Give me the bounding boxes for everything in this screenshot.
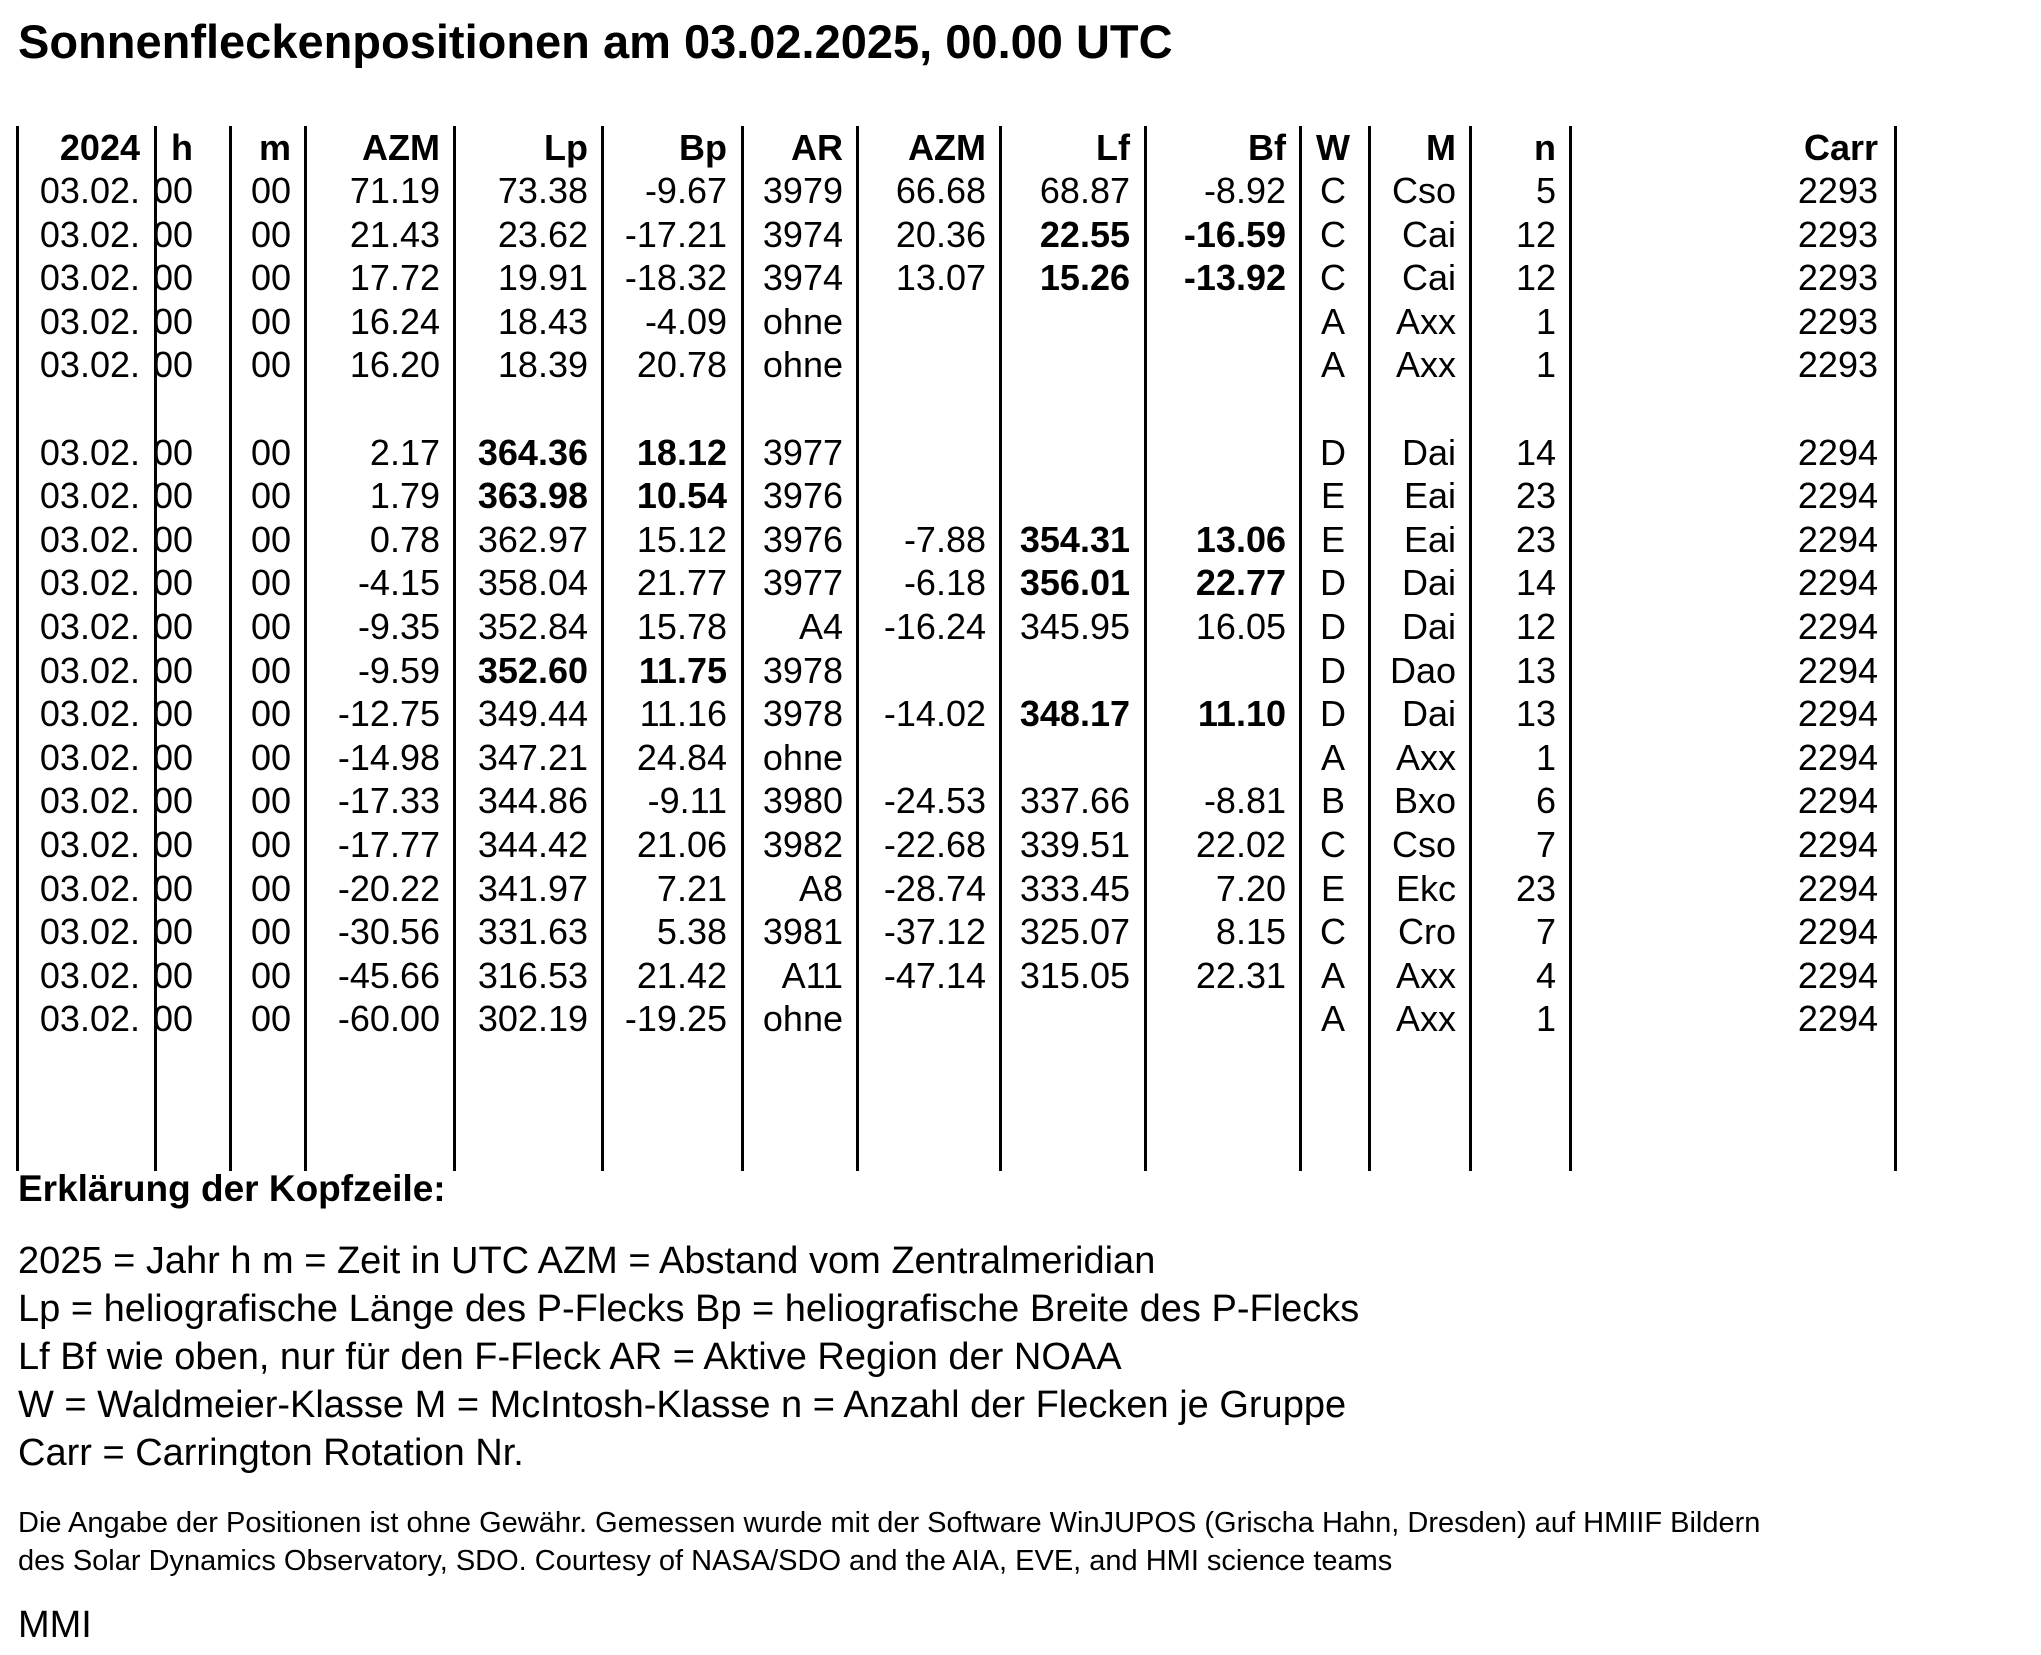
cell-mcintosh: Axx <box>1395 344 1456 386</box>
cell-ar: ohne <box>762 344 843 386</box>
cell-mcintosh: Dai <box>1401 562 1456 604</box>
legend-line: 2025 = Jahr h m = Zeit in UTC AZM = Abstand vom Zentralmeridian <box>18 1240 1156 1282</box>
cell-lp: 331.63 <box>477 911 588 953</box>
cell-lf: 333.45 <box>1019 867 1130 909</box>
cell-bf: Bf <box>1248 127 1286 168</box>
cell-carrington: 2294 <box>1797 475 1878 517</box>
cell-ar: A4 <box>798 606 843 647</box>
cell-bp: 15.12 <box>636 518 727 560</box>
cell-bp: 15.78 <box>636 606 727 647</box>
cell-azm-p: 0.78 <box>369 518 440 560</box>
cell-date: 03.02. <box>39 257 140 299</box>
cell-minute: 00 <box>250 780 291 822</box>
cell-count: 5 <box>1535 170 1556 211</box>
cell-azm-p: 16.20 <box>349 344 440 386</box>
cell-date: 03.02. <box>39 475 140 517</box>
cell-waldmeier: E <box>1320 518 1345 560</box>
cell-minute: 00 <box>250 475 291 517</box>
cell-date: 03.02. <box>39 170 140 211</box>
cell-azm-f: -6.18 <box>903 562 986 604</box>
cell-bp: Bp <box>679 127 727 168</box>
cell-azm-p: -12.75 <box>337 693 440 735</box>
cell-hour: 00 <box>152 606 193 647</box>
cell-waldmeier: A <box>1320 344 1345 386</box>
cell-mcintosh: Axx <box>1395 300 1456 342</box>
cell-mcintosh: Cso <box>1391 170 1456 211</box>
cell-lp: 363.98 <box>477 475 588 517</box>
cell-count: 1 <box>1535 300 1556 342</box>
cell-carrington: 2293 <box>1797 170 1878 211</box>
cell-count: 14 <box>1515 431 1556 473</box>
cell-azm-f: -22.68 <box>883 824 986 865</box>
cell-count: 7 <box>1535 911 1556 953</box>
cell-bp: 10.54 <box>636 475 727 517</box>
cell-azm-f: -14.02 <box>883 693 986 735</box>
legend-line: Carr = Carrington Rotation Nr. <box>18 1432 524 1474</box>
cell-hour: 00 <box>152 431 193 473</box>
cell-carrington: 2293 <box>1797 344 1878 386</box>
cell-ar: 3974 <box>762 257 843 299</box>
cell-mcintosh: Dai <box>1401 606 1456 647</box>
cell-bf: 8.15 <box>1215 911 1286 953</box>
cell-mcintosh: Cai <box>1401 257 1456 299</box>
table-row <box>16 649 1908 692</box>
cell-mcintosh: Ekc <box>1395 867 1456 909</box>
cell-azm-p: -20.22 <box>337 867 440 909</box>
cell-mcintosh: Cro <box>1397 911 1456 953</box>
table-row <box>16 300 1908 343</box>
cell-mcintosh: Cai <box>1401 213 1456 255</box>
cell-minute: 00 <box>250 736 291 778</box>
cell-count: 12 <box>1515 257 1556 299</box>
cell-date: 03.02. <box>39 954 140 996</box>
cell-lf: 315.05 <box>1019 954 1130 996</box>
cell-waldmeier: D <box>1320 649 1346 691</box>
cell-carrington: 2294 <box>1797 693 1878 735</box>
cell-minute: 00 <box>250 954 291 996</box>
cell-mcintosh: Dao <box>1389 649 1456 691</box>
cell-carrington: 2294 <box>1797 606 1878 647</box>
disclaimer-line: Die Angabe der Positionen ist ohne Gewähr. Gemessen wurde mit der Software WinJUPOS (Grischa Hahn, Dresden) auf HMIIF Bildern <box>18 1507 1761 1539</box>
table-row <box>16 213 1908 256</box>
cell-azm-f: -24.53 <box>883 780 986 822</box>
cell-lf: 339.51 <box>1019 824 1130 865</box>
cell-waldmeier: A <box>1320 998 1345 1040</box>
cell-lp: 302.19 <box>477 998 588 1040</box>
table-row <box>16 343 1908 386</box>
cell-minute: 00 <box>250 693 291 735</box>
cell-azm-p: -4.15 <box>357 562 440 604</box>
cell-date: 03.02. <box>39 431 140 473</box>
cell-ar: A11 <box>781 954 843 996</box>
cell-azm-f: 20.36 <box>895 213 986 255</box>
cell-hour: 00 <box>152 518 193 560</box>
cell-hour: 00 <box>152 300 193 342</box>
cell-azm-p: -45.66 <box>337 954 440 996</box>
cell-waldmeier: E <box>1320 475 1345 517</box>
cell-lf: 15.26 <box>1039 257 1130 299</box>
cell-hour: 00 <box>152 257 193 299</box>
cell-minute: 00 <box>250 300 291 342</box>
cell-hour: 00 <box>152 649 193 691</box>
cell-azm-p: -9.35 <box>357 606 440 647</box>
cell-mcintosh: M <box>1426 127 1456 168</box>
cell-azm-p: 17.72 <box>349 257 440 299</box>
table-row <box>16 867 1908 910</box>
cell-minute: m <box>258 127 291 168</box>
cell-count: 1 <box>1535 736 1556 778</box>
cell-date: 03.02. <box>39 606 140 647</box>
cell-count: 13 <box>1515 649 1556 691</box>
cell-lp: 73.38 <box>497 170 588 211</box>
cell-date: 03.02. <box>39 780 140 822</box>
cell-azm-p: -17.33 <box>337 780 440 822</box>
cell-waldmeier: D <box>1320 562 1346 604</box>
cell-ar: 3981 <box>762 911 843 953</box>
legend-heading: Erklärung der Kopfzeile: <box>18 1168 446 1209</box>
cell-lp: 349.44 <box>477 693 588 735</box>
cell-count: 13 <box>1515 693 1556 735</box>
cell-minute: 00 <box>250 911 291 953</box>
cell-minute: 00 <box>250 518 291 560</box>
cell-azm-f: -16.24 <box>883 606 986 647</box>
cell-hour: 00 <box>152 475 193 517</box>
cell-azm-p: 71.19 <box>349 170 440 211</box>
cell-count: 23 <box>1515 475 1556 517</box>
cell-minute: 00 <box>250 170 291 211</box>
cell-date: 03.02. <box>39 300 140 342</box>
cell-lf: 354.31 <box>1019 518 1130 560</box>
cell-ar: ohne <box>762 736 843 778</box>
author-initials: MMI <box>18 1604 92 1646</box>
cell-minute: 00 <box>250 431 291 473</box>
cell-hour: 00 <box>152 780 193 822</box>
cell-azm-p: -30.56 <box>337 911 440 953</box>
cell-carrington: 2294 <box>1797 824 1878 865</box>
legend-line: W = Waldmeier-Klasse M = McIntosh-Klasse n = Anzahl der Flecken je Gruppe <box>18 1384 1347 1426</box>
cell-count: 23 <box>1515 518 1556 560</box>
cell-azm-p: 21.43 <box>349 213 440 255</box>
table-row <box>16 736 1908 779</box>
cell-ar: 3976 <box>762 518 843 560</box>
cell-lp: 18.43 <box>497 300 588 342</box>
cell-carrington: 2294 <box>1797 562 1878 604</box>
cell-bf: -8.81 <box>1203 780 1286 822</box>
cell-bp: 11.16 <box>639 693 727 735</box>
cell-carrington: 2294 <box>1797 911 1878 953</box>
cell-ar: AR <box>791 127 843 168</box>
cell-hour: 00 <box>152 911 193 953</box>
cell-bp: 20.78 <box>636 344 727 386</box>
cell-bp: 21.06 <box>636 824 727 865</box>
cell-carrington: 2294 <box>1797 736 1878 778</box>
cell-ar: 3974 <box>762 213 843 255</box>
table-row <box>16 692 1908 735</box>
cell-bp: -9.11 <box>647 780 727 822</box>
cell-count: 4 <box>1535 954 1556 996</box>
cell-azm-f: 13.07 <box>895 257 986 299</box>
cell-waldmeier: D <box>1320 606 1346 647</box>
cell-minute: 00 <box>250 824 291 865</box>
cell-mcintosh: Eai <box>1403 475 1456 517</box>
legend-line: Lp = heliografische Länge des P-Flecks Bp = heliografische Breite des P-Flecks <box>18 1288 1360 1330</box>
cell-lp: 18.39 <box>497 344 588 386</box>
cell-minute: 00 <box>250 649 291 691</box>
cell-azm-f: -7.88 <box>903 518 986 560</box>
cell-lp: 316.53 <box>477 954 588 996</box>
cell-ar: 3977 <box>762 431 843 473</box>
cell-bp: -9.67 <box>644 170 727 211</box>
cell-hour: 00 <box>152 170 193 211</box>
cell-lp: 341.97 <box>477 867 588 909</box>
cell-date: 2024 <box>59 127 140 168</box>
cell-bp: 18.12 <box>636 431 727 473</box>
cell-ar: 3980 <box>762 780 843 822</box>
cell-date: 03.02. <box>39 518 140 560</box>
cell-carrington: 2294 <box>1797 431 1878 473</box>
legend-line: Lf Bf wie oben, nur für den F-Fleck AR = Aktive Region der NOAA <box>18 1336 1122 1378</box>
cell-date: 03.02. <box>39 693 140 735</box>
cell-waldmeier: C <box>1320 170 1346 211</box>
cell-waldmeier: C <box>1320 257 1346 299</box>
cell-bf: 22.31 <box>1195 954 1286 996</box>
cell-waldmeier: W <box>1316 127 1350 168</box>
cell-count: 6 <box>1535 780 1556 822</box>
cell-waldmeier: A <box>1320 300 1345 342</box>
cell-minute: 00 <box>250 606 291 647</box>
cell-minute: 00 <box>250 344 291 386</box>
disclaimer-line: des Solar Dynamics Observatory, SDO. Courtesy of NASA/SDO and the AIA, EVE, and HMI science teams <box>18 1545 1393 1577</box>
cell-lf: 356.01 <box>1019 562 1130 604</box>
cell-azm-p: -60.00 <box>337 998 440 1040</box>
cell-date: 03.02. <box>39 867 140 909</box>
cell-bp: -17.21 <box>624 213 727 255</box>
cell-count: 1 <box>1535 998 1556 1040</box>
cell-hour: 00 <box>152 736 193 778</box>
cell-bp: 7.21 <box>656 867 727 909</box>
cell-bp: 21.77 <box>636 562 727 604</box>
cell-count: 12 <box>1515 213 1556 255</box>
cell-count: 7 <box>1535 824 1556 865</box>
cell-minute: 00 <box>250 867 291 909</box>
cell-date: 03.02. <box>39 213 140 255</box>
cell-mcintosh: Dai <box>1401 693 1456 735</box>
cell-lf: 22.55 <box>1039 213 1130 255</box>
cell-lp: 344.42 <box>477 824 588 865</box>
cell-bf: 13.06 <box>1195 518 1286 560</box>
table-row <box>16 169 1908 212</box>
cell-carrington: 2294 <box>1797 954 1878 996</box>
cell-waldmeier: D <box>1320 431 1346 473</box>
cell-hour: 00 <box>152 344 193 386</box>
cell-mcintosh: Axx <box>1395 998 1456 1040</box>
cell-ar: 3982 <box>762 824 843 865</box>
cell-hour: 00 <box>152 954 193 996</box>
cell-lp: 352.84 <box>477 606 588 647</box>
cell-bf: 11.10 <box>1197 693 1286 735</box>
cell-carrington: 2294 <box>1797 649 1878 691</box>
table-header <box>16 126 1908 169</box>
cell-azm-p: -9.59 <box>357 649 440 691</box>
cell-minute: 00 <box>250 562 291 604</box>
cell-mcintosh: Bxo <box>1393 780 1456 822</box>
cell-mcintosh: Dai <box>1401 431 1456 473</box>
cell-waldmeier: A <box>1320 736 1345 778</box>
cell-bf: -8.92 <box>1203 170 1286 211</box>
table-row <box>16 779 1908 822</box>
cell-azm-f: -37.12 <box>883 911 986 953</box>
cell-hour: 00 <box>152 867 193 909</box>
cell-ar: 3979 <box>762 170 843 211</box>
cell-carrington: 2294 <box>1797 867 1878 909</box>
cell-mcintosh: Eai <box>1403 518 1456 560</box>
cell-bp: -18.32 <box>624 257 727 299</box>
table-row <box>16 256 1908 299</box>
sunspot-table <box>16 126 1908 1171</box>
cell-hour: 00 <box>152 213 193 255</box>
cell-ar: ohne <box>762 300 843 342</box>
cell-count: 12 <box>1515 606 1556 647</box>
cell-carrington: 2293 <box>1797 213 1878 255</box>
cell-bf: -16.59 <box>1183 213 1286 255</box>
cell-bp: 24.84 <box>636 736 727 778</box>
cell-lp: 352.60 <box>477 649 588 691</box>
cell-waldmeier: E <box>1320 867 1345 909</box>
cell-carrington: 2294 <box>1797 780 1878 822</box>
cell-azm-f: -47.14 <box>883 954 986 996</box>
cell-carrington: 2294 <box>1797 998 1878 1040</box>
cell-lf: 68.87 <box>1039 170 1130 211</box>
cell-waldmeier: B <box>1320 780 1345 822</box>
cell-lp: Lp <box>544 127 588 168</box>
cell-waldmeier: A <box>1320 954 1345 996</box>
cell-date: 03.02. <box>39 736 140 778</box>
cell-azm-p: 2.17 <box>369 431 440 473</box>
cell-bp: 21.42 <box>636 954 727 996</box>
cell-lp: 347.21 <box>477 736 588 778</box>
cell-ar: 3978 <box>762 693 843 735</box>
cell-lp: 19.91 <box>497 257 588 299</box>
cell-azm-p: AZM <box>362 127 440 168</box>
cell-ar: 3976 <box>762 475 843 517</box>
cell-carrington: 2294 <box>1797 518 1878 560</box>
cell-lf: 348.17 <box>1019 693 1130 735</box>
cell-lp: 23.62 <box>497 213 588 255</box>
cell-carrington: 2293 <box>1797 257 1878 299</box>
cell-date: 03.02. <box>39 998 140 1040</box>
cell-hour: 00 <box>152 693 193 735</box>
cell-lf: 337.66 <box>1019 780 1130 822</box>
cell-carrington: 2293 <box>1797 300 1878 342</box>
cell-lf: 345.95 <box>1019 606 1130 647</box>
cell-azm-f: AZM <box>908 127 986 168</box>
cell-azm-p: 16.24 <box>349 300 440 342</box>
cell-ar: ohne <box>762 998 843 1040</box>
cell-azm-p: 1.79 <box>369 475 440 517</box>
cell-count: 14 <box>1515 562 1556 604</box>
cell-lf: 325.07 <box>1019 911 1130 953</box>
table-row <box>16 997 1908 1040</box>
cell-date: 03.02. <box>39 562 140 604</box>
cell-waldmeier: C <box>1320 911 1346 953</box>
cell-ar: 3978 <box>762 649 843 691</box>
cell-mcintosh: Axx <box>1395 736 1456 778</box>
cell-hour: h <box>171 127 193 168</box>
cell-azm-p: -17.77 <box>337 824 440 865</box>
cell-waldmeier: D <box>1320 693 1346 735</box>
cell-minute: 00 <box>250 998 291 1040</box>
cell-date: 03.02. <box>39 344 140 386</box>
table-row <box>16 910 1908 953</box>
cell-lf: Lf <box>1096 127 1130 168</box>
cell-mcintosh: Axx <box>1395 954 1456 996</box>
cell-lp: 364.36 <box>477 431 588 473</box>
cell-carrington: Carr <box>1803 127 1878 168</box>
cell-count: 23 <box>1515 867 1556 909</box>
cell-minute: 00 <box>250 213 291 255</box>
cell-count: 1 <box>1535 344 1556 386</box>
cell-hour: 00 <box>152 998 193 1040</box>
cell-azm-p: -14.98 <box>337 736 440 778</box>
cell-bp: -4.09 <box>644 300 727 342</box>
cell-bp: 5.38 <box>656 911 727 953</box>
cell-bf: 7.20 <box>1215 867 1286 909</box>
cell-waldmeier: C <box>1320 824 1346 865</box>
cell-hour: 00 <box>152 824 193 865</box>
table-row <box>16 954 1908 997</box>
table-row <box>16 474 1908 517</box>
cell-date: 03.02. <box>39 649 140 691</box>
table-row <box>16 605 1908 648</box>
cell-date: 03.02. <box>39 911 140 953</box>
cell-azm-f: 66.68 <box>895 170 986 211</box>
table-row <box>16 823 1908 866</box>
cell-ar: 3977 <box>762 562 843 604</box>
table-row <box>16 518 1908 561</box>
cell-minute: 00 <box>250 257 291 299</box>
cell-bp: 11.75 <box>638 649 727 691</box>
cell-lp: 344.86 <box>477 780 588 822</box>
cell-bf: -13.92 <box>1183 257 1286 299</box>
cell-bf: 22.02 <box>1195 824 1286 865</box>
cell-azm-f: -28.74 <box>883 867 986 909</box>
page-title: Sonnenfleckenpositionen am 03.02.2025, 00.00 UTC <box>18 15 1173 68</box>
cell-ar: A8 <box>798 867 843 909</box>
cell-bf: 22.77 <box>1195 562 1286 604</box>
cell-bf: 16.05 <box>1195 606 1286 647</box>
cell-count: n <box>1534 127 1556 168</box>
cell-hour: 00 <box>152 562 193 604</box>
cell-bp: -19.25 <box>624 998 727 1040</box>
cell-mcintosh: Cso <box>1391 824 1456 865</box>
table-row <box>16 431 1908 474</box>
cell-waldmeier: C <box>1320 213 1346 255</box>
cell-lp: 358.04 <box>477 562 588 604</box>
cell-date: 03.02. <box>39 824 140 865</box>
cell-lp: 362.97 <box>477 518 588 560</box>
table-row <box>16 561 1908 604</box>
